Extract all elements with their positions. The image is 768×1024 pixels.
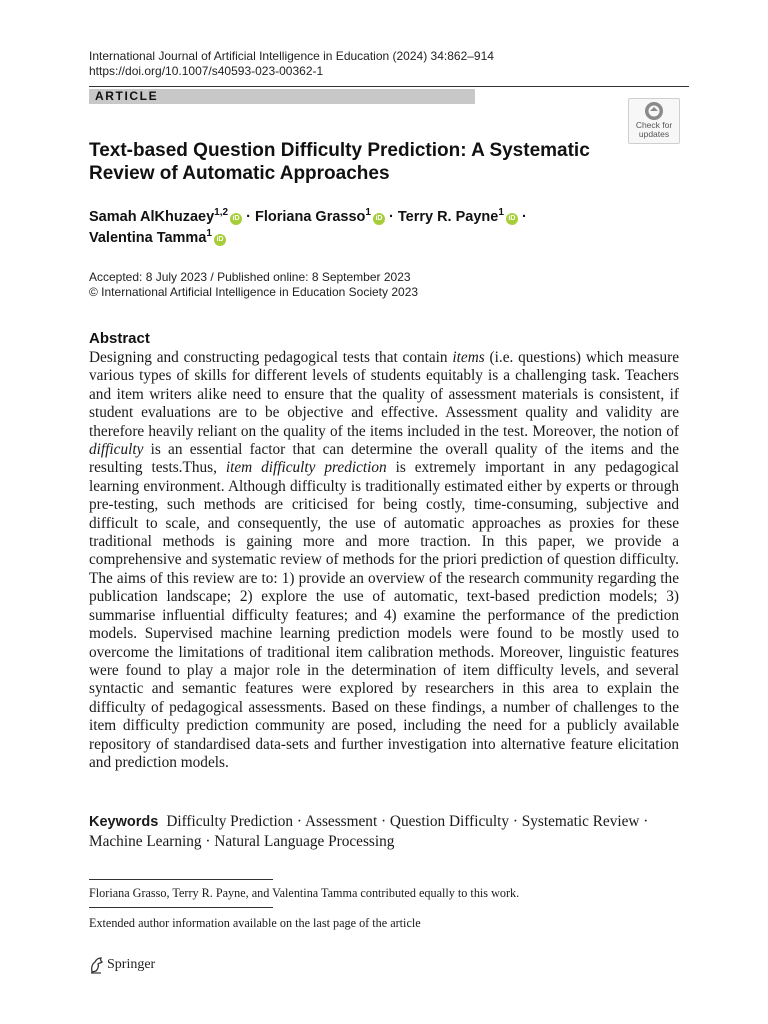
orcid-icon[interactable]: iD: [506, 213, 518, 225]
author-separator: ·: [246, 209, 251, 225]
paper-title: [89, 139, 649, 185]
keywords-label: Keywords: [89, 814, 159, 830]
author-affiliation: 1,2: [214, 207, 229, 219]
abstract-heading: Abstract: [89, 330, 150, 347]
keywords-text: Difficulty Prediction · Assessment · Question Difficulty · Systematic Review · Machine Learning · Natural Language Processing: [89, 813, 649, 850]
contribution-footnote: Floriana Grasso, Terry R. Payne, and Valentina Tamma contributed equally to this work.: [89, 886, 520, 900]
title-line-2: Review of Automatic Approaches: [89, 163, 390, 184]
abstract-emphasis: items: [452, 349, 485, 366]
keywords-block: [89, 812, 679, 851]
abstract-text-segment: (i.e. questions) which measure various types of skills for different levels of students equitably is a challenging task. Teachers and item writers alike need to ensure that the quality of assessment materials is consistent, if student evaluations are to be objective and effective. Assessment quality and validity are therefore heavily reliant on the quality of the items included in the test. Moreover, the notion of: [89, 349, 679, 440]
author-name[interactable]: Samah AlKhuzaey: [89, 209, 215, 225]
author-name[interactable]: Valentina Tamma: [89, 230, 207, 246]
check-updates-line2: updates: [638, 129, 670, 139]
springer-horse-icon: [89, 956, 105, 974]
abstract-text-segment: is an essential factor that can determine the overall quality of the items and the resulting tests.Thus,: [89, 441, 679, 477]
author-affiliation: 1: [206, 228, 212, 240]
title-line-1: Text-based Question Difficulty Prediction: A Systematic: [89, 140, 590, 161]
author-affiliation: 1: [365, 207, 371, 219]
abstract-emphasis: difficulty: [89, 441, 144, 459]
author-name[interactable]: Floriana Grasso: [254, 209, 366, 225]
publication-dates: [89, 270, 418, 300]
abstract-emphasis: item difficulty prediction: [225, 459, 387, 477]
orcid-icon[interactable]: iD: [373, 213, 385, 225]
author-separator: ·: [388, 209, 394, 225]
header-rule: [89, 86, 689, 87]
extended-author-info: Extended author information available on the last page of the article: [89, 916, 421, 930]
check-updates-line1: Check for: [635, 120, 673, 130]
check-for-updates-badge[interactable]: [628, 98, 680, 144]
doi-link[interactable]: https://doi.org/10.1007/s40593-023-00362-1: [89, 64, 324, 78]
journal-citation: International Journal of Artificial Intelligence in Education (2024) 34:862–914: [89, 49, 494, 63]
copyright-line: © International Artificial Intelligence in Education Society 2023: [89, 285, 419, 299]
orcid-icon[interactable]: iD: [214, 234, 226, 246]
footnote-rule: [89, 907, 273, 908]
abstract-text-segment: Designing and constructing pedagogical tests that contain: [89, 349, 453, 366]
footnote-rule: [89, 879, 273, 880]
abstract-text-segment: is extremely important in any pedagogical learning environment. Although difficulty is traditionally estimated either by experts or through pre-testing, such methods are criticised for being costly, time-consuming, subjective and difficult to scale, and consequently, the use of automatic approaches as proxies for these traditional methods is gaining more and more traction. In this paper, we provide a comprehensive and systematic review of methods for the priori prediction of question difficulty. The aims of this review are to: 1) provide an overview of the research community regarding the publication landscape; 2) explore the use of automatic, text-based prediction models; 3) summarise influential difficulty features; and 4) examine the performance of the prediction models. Supervised machine learning prediction models were found to be mostly used to overcome the limitations of traditional item calibration methods. Moreover, linguistic features were found to play a major role in the determination of item difficulty levels, and several syntactic and semantic features were explored by researchers in this area to explain the difficulty of pedagogical assessments. Based on these findings, a number of challenges to the item difficulty prediction community are posed, including the need for a publicly available repository of standardised data-sets and further investigation into alternative feature elicitation and prediction models.: [89, 459, 679, 771]
author-list: [89, 207, 649, 249]
author-separator: ·: [521, 209, 527, 225]
check-updates-icon: [643, 101, 665, 121]
orcid-icon[interactable]: iD: [230, 213, 242, 225]
author-affiliation: 1: [498, 207, 504, 219]
author-name[interactable]: Terry R. Payne: [397, 209, 499, 225]
dates-line: Accepted: 8 July 2023 / Published online: 8 September 2023: [89, 270, 411, 284]
abstract-body: [89, 349, 679, 772]
publisher-name: Springer: [107, 957, 156, 972]
article-type-label: ARTICLE: [95, 89, 159, 103]
